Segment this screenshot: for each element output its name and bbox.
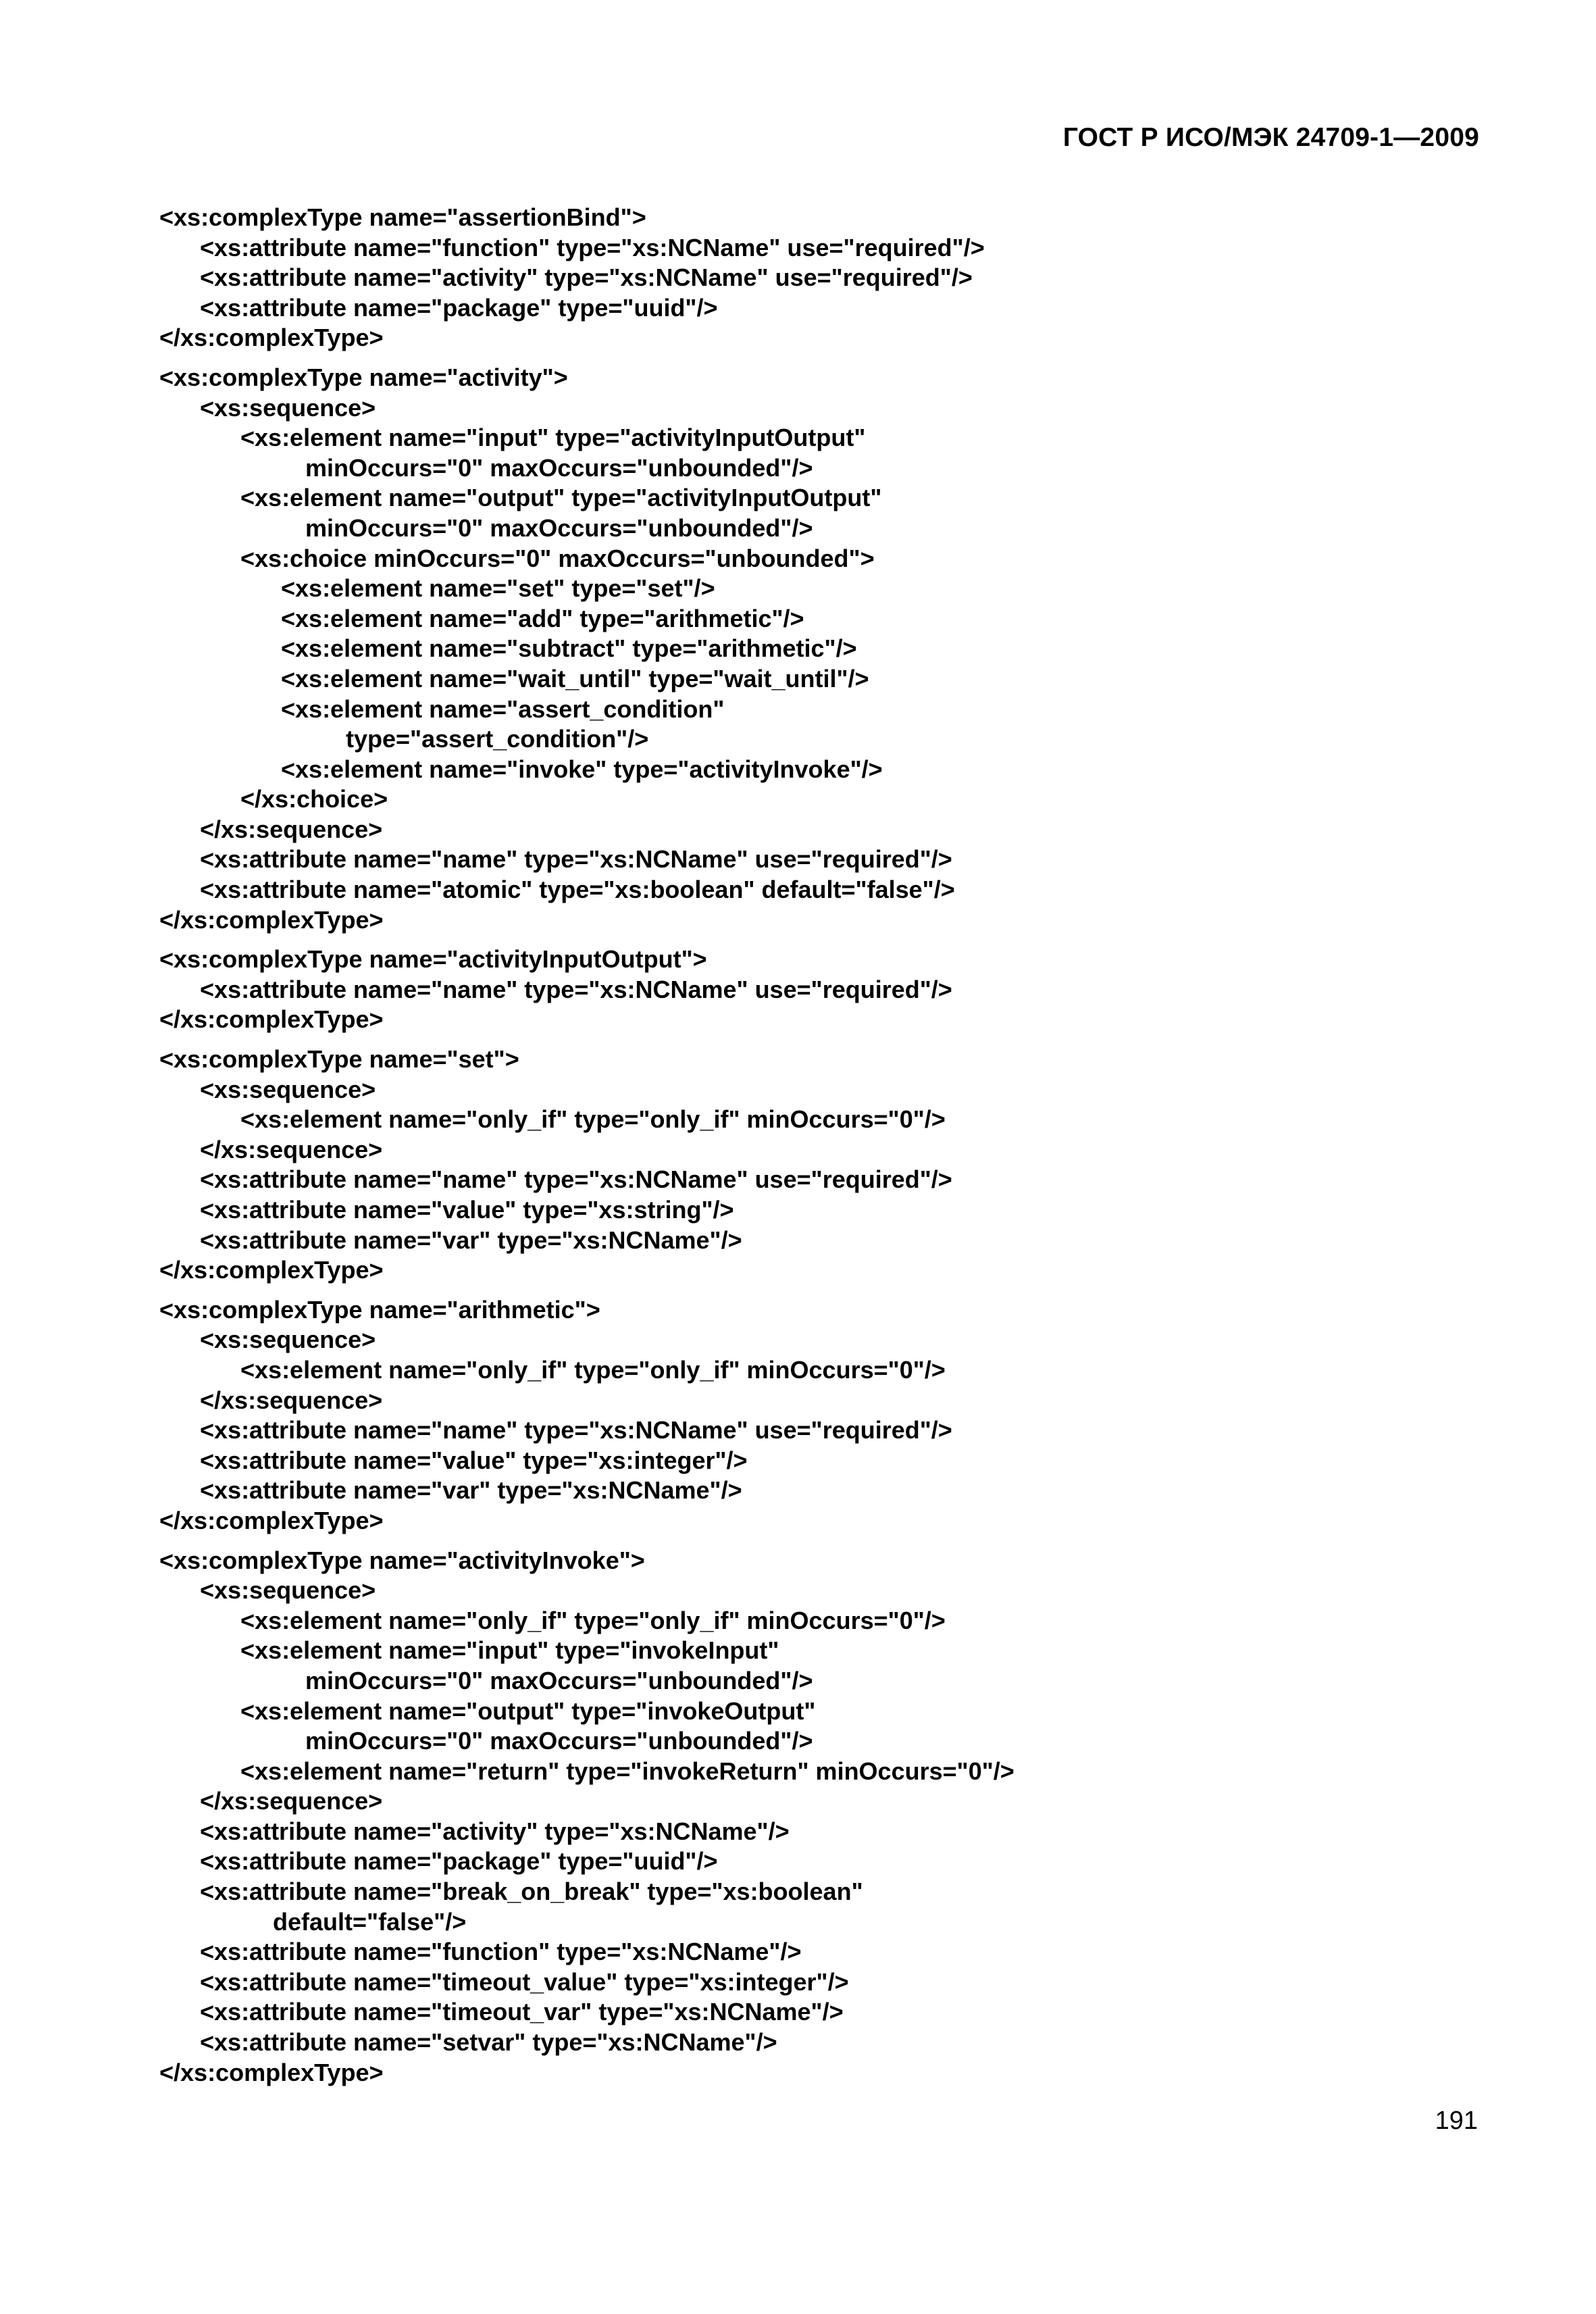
code-line: </xs:sequence> (200, 815, 383, 843)
code-line: <xs:attribute name="package" type="uuid"/> (200, 293, 718, 322)
code-line: </xs:sequence> (200, 1386, 383, 1414)
code-line: minOccurs="0" maxOccurs="unbounded"/> (305, 1727, 813, 1755)
code-line: </xs:complexType> (159, 324, 384, 352)
code-line: <xs:attribute name="package" type="uuid"/> (200, 1847, 718, 1876)
code-line: <xs:attribute name="timeout_var" type="xs:NCName"/> (200, 1998, 844, 2026)
code-line: <xs:element name="output" type="activityInputOutput" (240, 484, 882, 512)
code-line: <xs:element name="add" type="arithmetic"/> (281, 604, 804, 632)
code-line: <xs:element name="only_if" type="only_if" minOccurs="0"/> (240, 1355, 946, 1384)
code-line: minOccurs="0" maxOccurs="unbounded"/> (305, 1666, 813, 1694)
code-line: <xs:element name="output" type="invokeOutput" (240, 1696, 816, 1725)
page-number: 191 (1435, 2107, 1478, 2135)
code-line: <xs:element name="only_if" type="only_if" minOccurs="0"/> (240, 1105, 946, 1134)
code-line: <xs:complexType name="activityInputOutput"> (159, 945, 707, 974)
code-line: <xs:attribute name="function" type="xs:NCName"/> (200, 1938, 802, 1966)
code-line: <xs:attribute name="value" type="xs:integer"/> (200, 1446, 748, 1474)
code-line: <xs:element name="assert_condition" (281, 695, 725, 723)
code-line: <xs:attribute name="name" type="xs:NCName" use="required"/> (200, 1416, 952, 1444)
code-line: <xs:element name="input" type="activityInputOutput" (240, 424, 866, 452)
code-line: <xs:element name="invoke" type="activityInvoke"/> (281, 755, 883, 783)
code-line: <xs:complexType name="assertionBind"> (159, 203, 646, 231)
code-line: <xs:attribute name="name" type="xs:NCName" use="required"/> (200, 845, 952, 874)
code-line: <xs:element name="only_if" type="only_if" minOccurs="0"/> (240, 1606, 946, 1634)
code-group (159, 1546, 1497, 2088)
code-line: <xs:attribute name="var" type="xs:NCName"/> (200, 1226, 742, 1254)
code-line: </xs:sequence> (200, 1787, 383, 1815)
code-line: <xs:complexType name="set"> (159, 1045, 519, 1074)
code-line: </xs:complexType> (159, 2058, 384, 2086)
code-line: <xs:complexType name="arithmetic"> (159, 1295, 600, 1324)
code-group (159, 363, 1497, 935)
code-line: <xs:attribute name="name" type="xs:NCName" use="required"/> (200, 1165, 952, 1194)
code-line: <xs:attribute name="var" type="xs:NCName"/> (200, 1476, 742, 1505)
code-group (159, 203, 1497, 353)
code-line: <xs:element name="set" type="set"/> (281, 574, 715, 603)
code-line: <xs:sequence> (200, 1075, 376, 1103)
code-group (159, 945, 1497, 1035)
code-line: <xs:attribute name="atomic" type="xs:boolean" default="false"/> (200, 876, 955, 904)
code-line: default="false"/> (273, 1907, 467, 1936)
code-line: <xs:attribute name="name" type="xs:NCName" use="required"/> (200, 975, 952, 1003)
code-line: <xs:sequence> (200, 393, 376, 422)
code-line: <xs:element name="subtract" type="arithmetic"/> (281, 634, 857, 663)
code-line: <xs:attribute name="break_on_break" type="xs:boolean" (200, 1878, 863, 1906)
code-line: <xs:complexType name="activityInvoke"> (159, 1546, 645, 1574)
code-line: <xs:complexType name="activity"> (159, 363, 568, 391)
code-line: type="assert_condition"/> (346, 725, 649, 753)
code-line: <xs:attribute name="activity" type="xs:NCName" use="required"/> (200, 263, 973, 292)
code-line: <xs:choice minOccurs="0" maxOccurs="unbounded"> (240, 544, 875, 572)
code-line: <xs:attribute name="activity" type="xs:NCName"/> (200, 1817, 790, 1845)
code-group (159, 1045, 1497, 1286)
code-line: <xs:sequence> (200, 1576, 376, 1605)
code-line: <xs:attribute name="setvar" type="xs:NCName"/> (200, 2028, 777, 2057)
code-line: minOccurs="0" maxOccurs="unbounded"/> (305, 453, 813, 482)
code-line: <xs:element name="input" type="invokeInput" (240, 1636, 779, 1665)
code-line: </xs:complexType> (159, 1506, 384, 1534)
code-line: </xs:choice> (240, 785, 388, 813)
code-line: <xs:attribute name="function" type="xs:NCName" use="required"/> (200, 233, 985, 261)
code-line: <xs:attribute name="value" type="xs:string"/> (200, 1196, 734, 1224)
code-line: </xs:complexType> (159, 1256, 384, 1284)
code-line: <xs:element name="return" type="invokeReturn" minOccurs="0"/> (240, 1757, 1014, 1785)
code-line: </xs:sequence> (200, 1135, 383, 1163)
code-line: <xs:element name="wait_until" type="wait_until"/> (281, 664, 869, 693)
code-line: <xs:sequence> (200, 1326, 376, 1354)
code-line: </xs:complexType> (159, 1005, 384, 1034)
xml-schema-code-listing (159, 203, 1497, 2097)
code-line: minOccurs="0" maxOccurs="unbounded"/> (305, 513, 813, 542)
document-header: ГОСТ Р ИСО/МЭК 24709-1—2009 (1062, 123, 1479, 152)
code-line: </xs:complexType> (159, 905, 384, 934)
code-line: <xs:attribute name="timeout_value" type="xs:integer"/> (200, 1967, 849, 1996)
code-group (159, 1295, 1497, 1536)
